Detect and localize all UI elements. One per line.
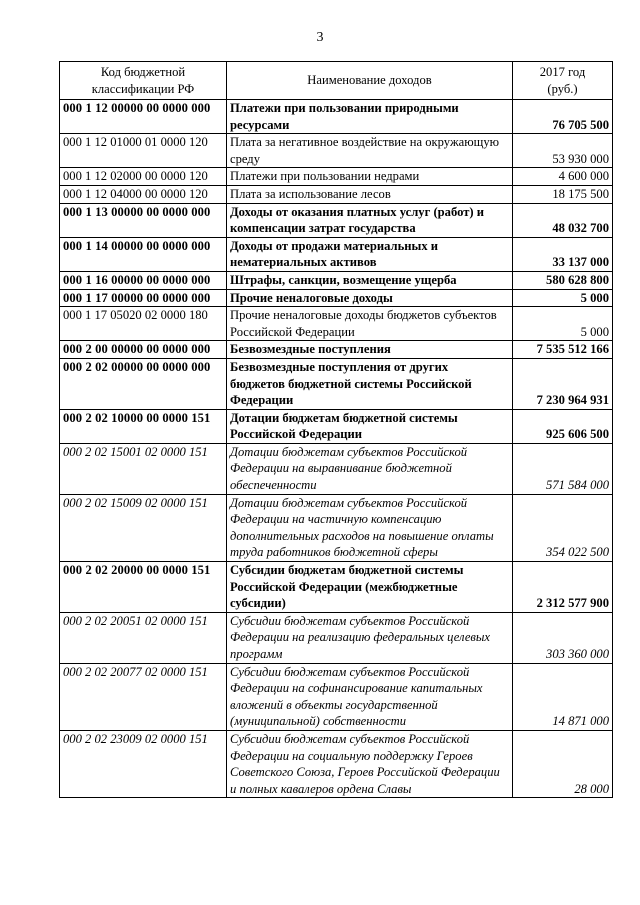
table-row [60,168,613,186]
revenue-name-cell [227,663,513,730]
revenue-name-cell [227,409,513,443]
amount-cell [513,237,613,271]
budget-code-cell [60,730,227,797]
amount-cell [513,341,613,359]
revenue-name-line: Субсидии бюджетам субъектов Российской [230,613,470,628]
table-row [60,185,613,203]
revenue-name-line: Российской Федерации [230,427,363,442]
revenue-name-line: вложений в объекты государственной [230,697,438,712]
revenue-name-line: Доходы от оказания платных услуг (работ) и [230,204,484,219]
table-row [60,358,613,409]
budget-code: 000 2 02 20077 02 0000 151 [63,664,208,679]
budget-code-cell [60,409,227,443]
amount-cell [513,203,613,237]
revenue-name-cell [227,307,513,341]
revenue-name-line: Безвозмездные поступления [230,342,391,357]
budget-code: 000 2 02 15009 02 0000 151 [63,495,208,510]
budget-code-cell [60,237,227,271]
amount-value: 18 175 500 [552,186,609,201]
revenue-name-line: Доходы от продажи материальных и [230,238,439,253]
revenue-name-line: Субсидии бюджетам субъектов Российской [230,731,470,746]
revenue-name-line: Безвозмездные поступления от других [230,359,449,374]
budget-code-cell [60,168,227,186]
revenue-name-line: Платежи при пользовании природными [230,101,459,115]
revenue-name-line: Штрафы, санкции, возмещение ущерба [230,272,457,287]
revenue-name-line: Федерации [230,393,294,408]
budget-code-cell [60,100,227,134]
amount-cell [513,289,613,307]
amount-value: 5 000 [580,290,609,305]
revenue-name-line: бюджетов бюджетной системы Российской [230,376,472,391]
amount-cell [513,134,613,168]
amount-cell [513,168,613,186]
budget-code: 000 2 02 23009 02 0000 151 [63,731,208,746]
revenue-name-line: Субсидии бюджетам субъектов Российской [230,664,470,679]
amount-cell [513,562,613,613]
budget-code-cell [60,134,227,168]
revenue-name-line: Российской Федерации (межбюджетные [230,579,458,594]
budget-code: 000 2 02 20051 02 0000 151 [63,613,208,628]
header-amount-line: 2017 год [539,64,586,79]
revenue-name-cell [227,358,513,409]
revenue-name-cell [227,203,513,237]
table-row [60,409,613,443]
revenue-name-cell [227,100,513,134]
revenue-name-line: Дотации бюджетам субъектов Российской [230,444,468,459]
budget-code: 000 2 00 00000 00 0000 000 [63,342,211,357]
amount-cell [513,494,613,561]
revenue-name-cell [227,168,513,186]
budget-code: 000 1 12 02000 00 0000 120 [63,169,208,184]
revenue-name-cell [227,443,513,494]
revenue-name-line: Прочие неналоговые доходы [230,290,393,305]
table-row [60,100,613,134]
revenue-name-line: Федерации на реализацию федеральных целевых [230,630,491,645]
table-row [60,271,613,289]
revenue-name-cell [227,134,513,168]
budget-code: 000 1 12 04000 00 0000 120 [63,186,208,201]
budget-code: 000 1 12 01000 01 0000 120 [63,135,208,150]
revenue-name-line: Федерации на социальную поддержку Героев [230,748,473,763]
revenue-name-line: Дотации бюджетам субъектов Российской [230,495,468,510]
budget-code: 000 1 12 00000 00 0000 000 [63,101,211,115]
budget-code-cell [60,341,227,359]
budget-code-cell [60,307,227,341]
budget-code: 000 1 14 00000 00 0000 000 [63,238,211,253]
table-row [60,730,613,797]
table-row [60,237,613,271]
header-name-line: Наименование доходов [307,73,432,88]
amount-cell [513,185,613,203]
amount-value: 580 628 800 [546,272,609,287]
revenue-name-line: компенсации затрат государства [230,221,416,236]
amount-value: 14 871 000 [552,714,609,729]
revenue-name-line: (муниципальной) собственности [230,714,407,729]
budget-code-cell [60,562,227,613]
budget-code-cell [60,612,227,663]
revenue-name-cell [227,237,513,271]
amount-value: 303 360 000 [546,647,609,661]
amount-cell [513,409,613,443]
revenue-table [59,61,613,798]
revenue-name-cell [227,494,513,561]
budget-code-cell [60,443,227,494]
budget-code-cell [60,203,227,237]
revenue-name-cell [227,271,513,289]
revenue-name-line: Платежи при пользовании недрами [230,169,420,184]
budget-code-cell [60,289,227,307]
page-number: 3 [316,30,324,45]
table-row [60,203,613,237]
revenue-name-line: дополнительных расходов на повышение оплаты [230,528,494,543]
budget-code: 000 1 16 00000 00 0000 000 [63,272,211,287]
amount-cell [513,358,613,409]
revenue-name-cell [227,730,513,797]
header-code [60,62,227,100]
revenue-name-line: Прочие неналоговые доходы бюджетов субъектов [230,308,497,323]
amount-value: 28 000 [574,781,609,796]
amount-value: 4 600 000 [558,169,609,184]
revenue-name-line: Плата за использование лесов [230,186,391,201]
amount-value: 33 137 000 [552,255,609,270]
revenue-name-cell [227,289,513,307]
revenue-name-line: Советского Союза, Героев Российской Федерации [230,765,500,780]
table-row [60,443,613,494]
amount-value: 2 312 577 900 [536,596,609,611]
amount-cell [513,100,613,134]
budget-code-cell [60,358,227,409]
amount-value: 5 000 [580,324,609,339]
revenue-name-line: Федерации на частичную компенсацию [230,512,442,527]
budget-code: 000 1 13 00000 00 0000 000 [63,204,211,219]
amount-cell [513,730,613,797]
revenue-name-line: труда работников бюджетной сферы [230,545,438,560]
amount-cell [513,307,613,341]
amount-value: 354 022 500 [546,545,609,560]
budget-code: 000 1 17 00000 00 0000 000 [63,290,211,305]
amount-value: 925 606 500 [546,427,609,442]
revenue-name-line: и полных кавалеров ордена Славы [230,781,412,796]
amount-value: 76 705 500 [552,117,609,132]
revenue-name-line: Дотации бюджетам бюджетной системы [230,410,458,425]
budget-code: 000 2 02 10000 00 0000 151 [63,410,211,425]
table-row [60,289,613,307]
table-row [60,307,613,341]
table-row [60,134,613,168]
budget-code-cell [60,663,227,730]
amount-value: 53 930 000 [552,151,609,166]
table-row [60,562,613,613]
revenue-name-cell [227,341,513,359]
revenue-name-line: нематериальных активов [230,255,377,270]
table-row [60,612,613,663]
table-row [60,341,613,359]
budget-code: 000 2 02 20000 00 0000 151 [63,563,211,578]
header-code-line: классификации РФ [91,81,195,96]
revenue-name-line: субсидии) [230,596,286,611]
amount-cell [513,612,613,663]
budget-code-cell [60,494,227,561]
amount-value: 7 535 512 166 [536,342,609,357]
header-code-line: Код бюджетной [100,64,186,79]
amount-value: 48 032 700 [552,221,609,236]
revenue-name-line: среду [230,151,261,166]
header-amount-line: (руб.) [547,81,578,96]
amount-cell [513,443,613,494]
revenue-name-line: Субсидии бюджетам бюджетной системы [230,563,464,578]
table-row [60,494,613,561]
amount-value: 7 230 964 931 [536,393,609,408]
revenue-name-cell [227,612,513,663]
budget-code: 000 2 02 15001 02 0000 151 [63,444,208,459]
revenue-name-line: ресурсами [230,117,290,132]
budget-code-cell [60,271,227,289]
revenue-name-line: Федерации на выравнивание бюджетной [230,461,452,476]
revenue-name-cell [227,185,513,203]
revenue-name-line: программ [230,647,283,661]
table-body [60,100,613,798]
budget-code: 000 1 17 05020 02 0000 180 [63,308,208,323]
revenue-name-line: обеспеченности [230,478,317,493]
amount-value: 571 584 000 [546,478,609,493]
amount-cell [513,663,613,730]
revenue-name-cell [227,562,513,613]
revenue-name-line: Российской Федерации [230,324,355,339]
header-amount [513,62,613,100]
revenue-name-line: Плата за негативное воздействие на окружающую [230,135,500,150]
table-row [60,663,613,730]
amount-cell [513,271,613,289]
budget-code: 000 2 02 00000 00 0000 000 [63,359,211,374]
revenue-name-line: Федерации на софинансирование капитальных [230,681,483,696]
budget-code-cell [60,185,227,203]
header-name [227,62,513,100]
table-header-row [60,62,613,100]
